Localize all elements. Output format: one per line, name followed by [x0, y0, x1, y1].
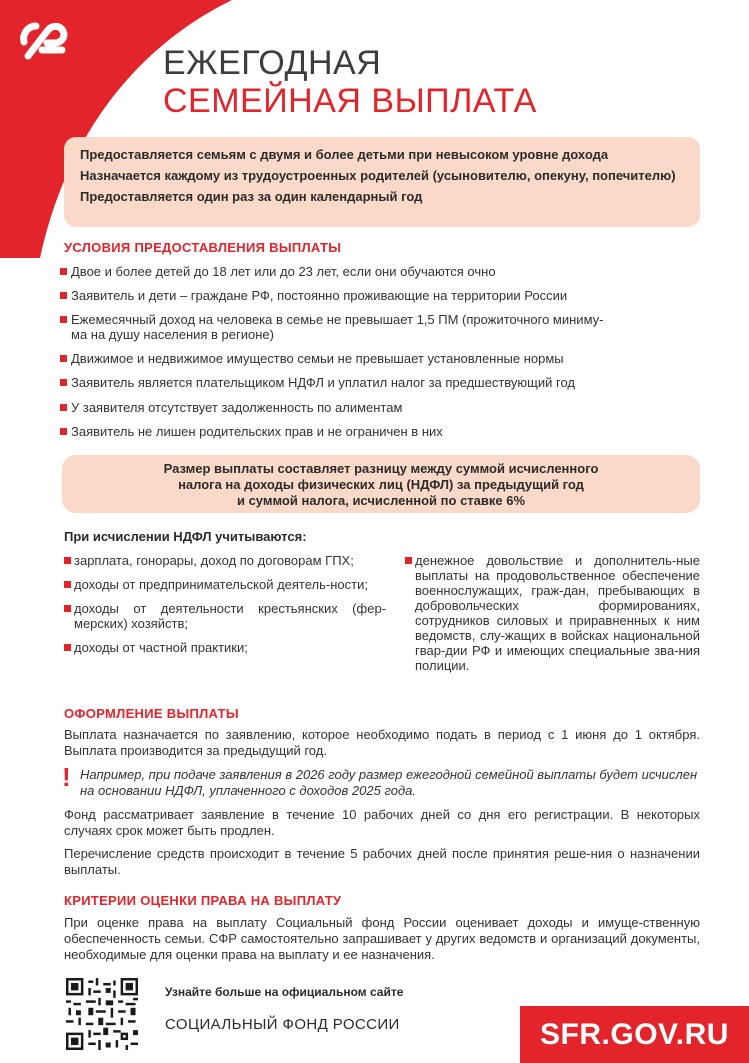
amount-line: Размер выплаты составляет разницу между суммой исчисленного: [163, 461, 599, 476]
learn-more-text: Узнайте больше на официальном сайте: [165, 985, 404, 999]
list-item: денежное довольствие и дополнитель-ные выплаты на продовольственное обеспечение военнослужащих, граж-дан, пребывающих в добровольческих формированиях, сотрудников силовых и приравненных к ним ведомств, слу-жащих в войсках национальной гвар-дии РФ и имеющих специальные зва-ния полиции.: [405, 553, 700, 673]
list-item: Движимое и недвижимое имущество семьи не превышает установленные нормы: [60, 351, 711, 366]
org-name: СОЦИАЛЬНЫЙ ФОНД РОССИИ: [165, 1016, 400, 1033]
page-title: [163, 44, 537, 120]
bullet-icon: [405, 557, 412, 564]
list-item: доходы от предпринимательской деятель-ности;: [64, 577, 386, 592]
registration-text: Выплата назначается по заявлению, которое необходимо подать в период с 1 июня до 1 октября. Выплата производится за предыдущий год.: [64, 727, 700, 758]
amount-line: налога на доходы физических лиц (НДФЛ) за предыдущий год: [178, 477, 584, 492]
bullet-icon: [64, 605, 71, 612]
list-item: Двое и более детей до 18 лет или до 23 лет, если они обучаются очно: [60, 264, 711, 279]
list-item: У заявителя отсутствует задолженность по алиментам: [60, 400, 711, 415]
bullet-icon: [60, 404, 67, 411]
website-link[interactable]: SFR.GOV.RU: [520, 1006, 749, 1063]
qr-code-icon[interactable]: [66, 978, 138, 1050]
amount-panel: [62, 455, 700, 513]
title-line-2: СЕМЕЙНАЯ ВЫПЛАТА: [163, 82, 537, 120]
list-item: зарплата, гонорары, доход по договорам ГПХ;: [64, 553, 386, 568]
intro-line: Назначается каждому из трудоустроенных родителей (усыновителю, опекуну, попечителю): [80, 168, 676, 183]
bullet-icon: [60, 355, 67, 362]
conditions-heading: УСЛОВИЯ ПРЕДОСТАВЛЕНИЯ ВЫПЛАТЫ: [64, 240, 342, 255]
bullet-icon: [64, 581, 71, 588]
intro-panel: [64, 137, 700, 227]
ndfl-right-list: [405, 553, 700, 682]
ndfl-left-list: [64, 553, 386, 664]
criteria-text: При оценке права на выплату Социальный фонд России оценивает доходы и имуще-ственную обеспеченность семьи. СФР самостоятельно запрашивает у других ведомств и организаций документы, необходимые для оценки права на выплату и ее назначения.: [64, 915, 700, 962]
list-item: Заявитель не лишен родительских прав и не ограничен в них: [60, 424, 711, 439]
example-note: Например, при подаче заявления в 2026 году размер ежегодной семейной выплаты будет исчислен на основании НДФЛ, уплаченного с доходов 2025 года.: [80, 767, 698, 798]
intro-line: Предоставляется семьям с двумя и более детьми при невысоком уровне дохода: [80, 147, 609, 162]
bullet-icon: [60, 268, 67, 275]
bullet-icon: [60, 292, 67, 299]
amount-line: и суммой налога, исчисленной по ставке 6%: [236, 493, 526, 508]
bullet-icon: [64, 644, 71, 651]
review-text: Фонд рассматривает заявление в течение 10 рабочих дней со дня его регистрации. В некоторых случаях срок может быть продлен.: [64, 807, 700, 838]
bullet-icon: [60, 428, 67, 435]
criteria-heading: КРИТЕРИИ ОЦЕНКИ ПРАВА НА ВЫПЛАТУ: [64, 893, 342, 908]
list-item: доходы от деятельности крестьянских (фер-мерских) хозяйств;: [64, 601, 386, 631]
list-item: Ежемесячный доход на человека в семье не превышает 1,5 ПМ (прожиточного миниму- ма на душу населения в регионе): [60, 312, 711, 342]
title-line-1: ЕЖЕГОДНАЯ: [163, 44, 382, 82]
bullet-icon: [60, 316, 67, 323]
ndfl-heading: При исчислении НДФЛ учитываются:: [64, 529, 307, 544]
list-item: Заявитель и дети – граждане РФ, постоянно проживающие на территории России: [60, 288, 711, 303]
bullet-icon: [64, 557, 71, 564]
intro-line: Предоставляется один раз за один календарный год: [80, 189, 423, 204]
list-item: доходы от частной практики;: [64, 640, 386, 655]
list-item: Заявитель является плательщиком НДФЛ и уплатил налог за предшествующий год: [60, 375, 711, 390]
exclamation-icon: !: [62, 762, 71, 792]
bullet-icon: [60, 379, 67, 386]
sfr-logo-icon: [14, 12, 76, 74]
transfer-text: Перечисление средств происходит в течение 5 рабочих дней после принятия реше-ния о назначении выплаты.: [64, 846, 700, 877]
registration-heading: ОФОРМЛЕНИЕ ВЫПЛАТЫ: [64, 706, 239, 721]
